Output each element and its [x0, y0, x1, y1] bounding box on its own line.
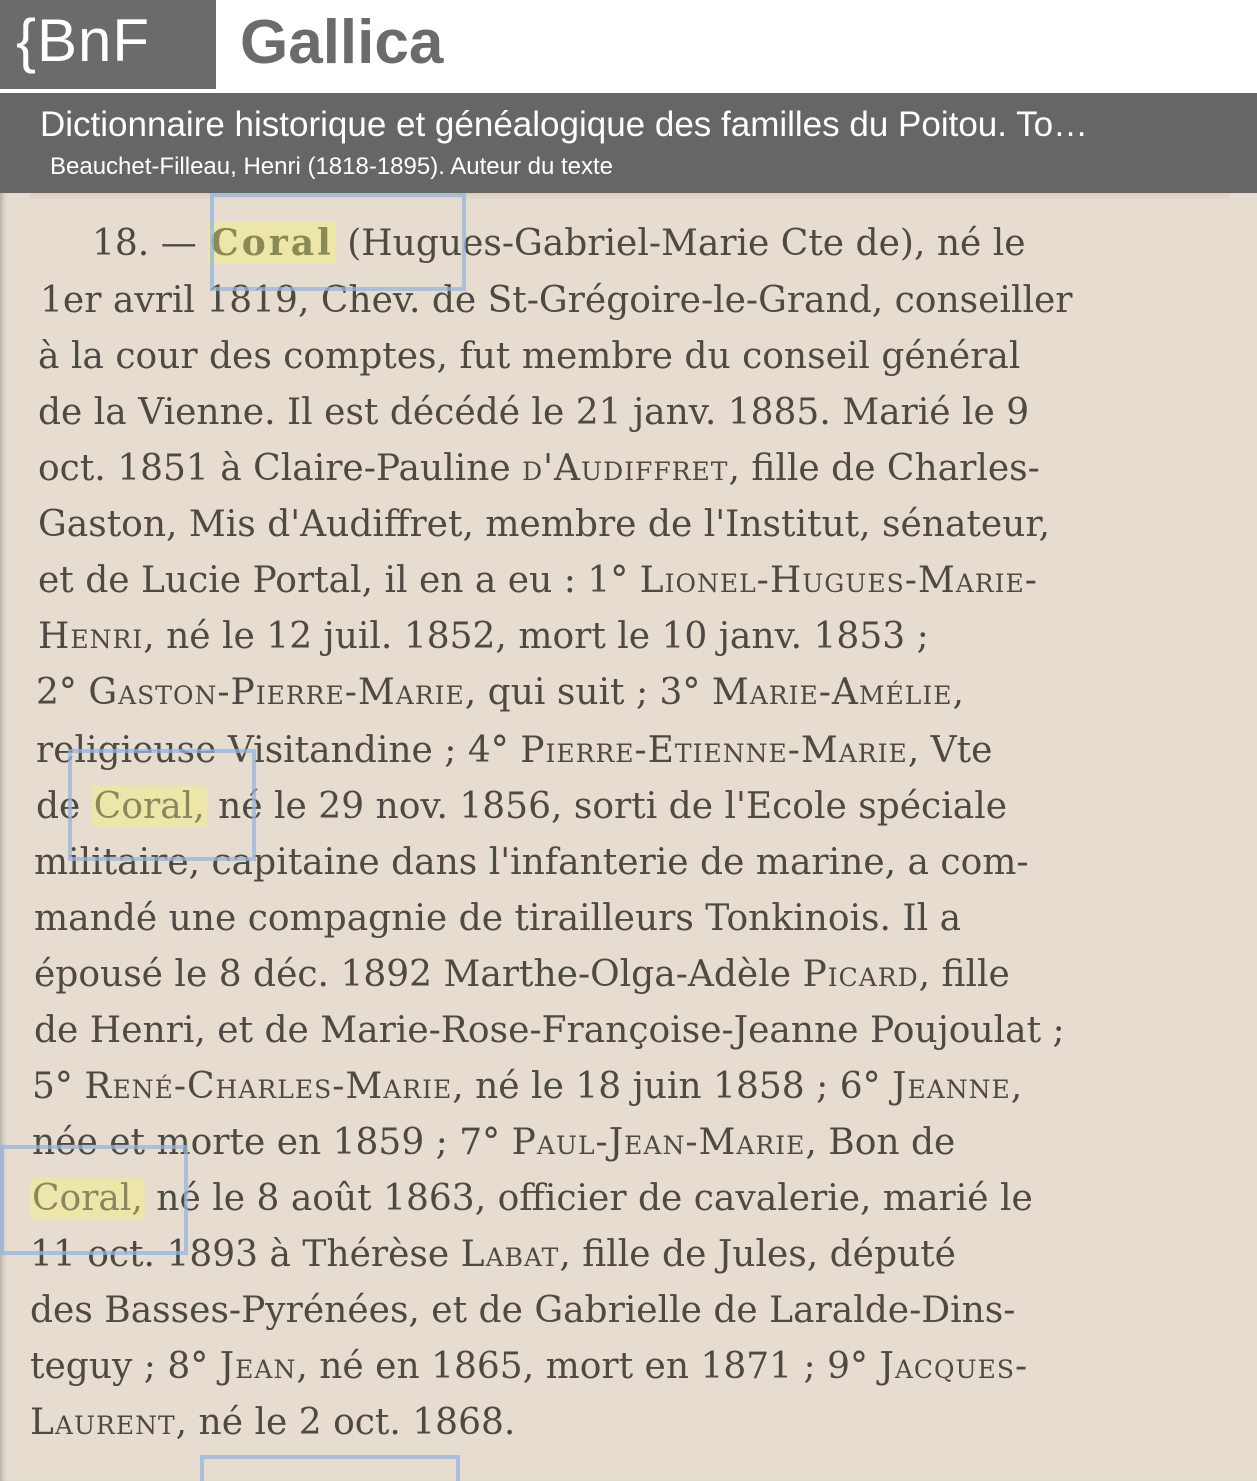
line-text: des Basses-Pyrénées, et de Gabrielle de Laralde-Dins-: [30, 1290, 1016, 1331]
line-text: mandé une compagnie de tirailleurs Tonkinois. Il a: [34, 898, 962, 939]
line-text: de la Vienne. Il est décédé le 21 janv. 1885. Marié le 9: [38, 392, 1030, 433]
text-line: [0, 329, 1257, 385]
line-text: (Hugues-Gabriel-Marie Cte de), né le: [335, 223, 1026, 264]
text-line: [0, 385, 1257, 441]
search-hit[interactable]: Coral: [210, 222, 334, 264]
line-text: , Bon de: [805, 1122, 956, 1163]
line-text: et de Lucie Portal, il en a eu : 1°: [38, 560, 640, 601]
document-title: Dictionnaire historique et généalogique des familles du Poitou. To…: [40, 105, 1089, 144]
line-text: , né le 12 juil. 1852, mort le 10 janv. 1853 ;: [143, 616, 929, 657]
text-line: [0, 609, 1257, 665]
line-text: ,: [1010, 1066, 1023, 1107]
text-line: [0, 273, 1257, 329]
name-text: Laurent: [30, 1402, 176, 1443]
top-bar: [0, 0, 1257, 93]
text-line: [0, 553, 1257, 609]
name-text: d'Audiffret: [522, 448, 729, 489]
line-text: 1er avril 1819, Chev. de St-Grégoire-le-Grand, conseiller: [40, 280, 1073, 321]
search-hit[interactable]: Coral,: [93, 786, 205, 827]
line-text: , né en 1865, mort en 1871 ; 9°: [296, 1346, 880, 1387]
line-text: , Vte: [907, 730, 993, 771]
line-text: de Henri, et de Marie-Rose-Françoise-Jeanne Poujoulat ;: [34, 1010, 1065, 1051]
line-text: oct. 1851 à Claire-Pauline: [38, 448, 523, 489]
line-text: né le 8 août 1863, officier de cavalerie, marié le: [144, 1178, 1033, 1219]
line-text: de: [36, 786, 92, 827]
line-text: , fille de Charles-: [728, 448, 1040, 489]
document-author: Beauchet-Filleau, Henri (1818-1895). Auteur du texte: [50, 153, 614, 180]
name-text: Henri: [38, 616, 144, 657]
document-header: [0, 93, 1257, 193]
name-text: Jean: [219, 1346, 297, 1387]
gallica-logo[interactable]: Gallica: [240, 8, 444, 77]
line-text: , fille de Jules, député: [559, 1234, 956, 1275]
name-text: Gaston-Pierre-Marie: [88, 672, 465, 713]
text-line: [0, 1003, 1257, 1059]
line-text: épousé le 8 déc. 1892 Marthe-Olga-Adèle: [34, 954, 803, 995]
name-text: Lionel-Hugues-Marie-: [639, 560, 1038, 601]
line-text: , qui suit ; 3°: [464, 672, 712, 713]
text-line: [0, 1395, 1257, 1451]
text-line: [0, 1283, 1257, 1339]
text-line: [0, 665, 1257, 721]
search-hit-box[interactable]: [68, 749, 256, 861]
line-text: ,: [952, 672, 964, 713]
line-text: Gaston, Mis d'Audiffret, membre de l'Institut, sénateur,: [38, 504, 1051, 545]
name-text: Picard: [802, 954, 919, 995]
search-hit-box[interactable]: [200, 1455, 460, 1481]
line-text: , né le 2 oct. 1868.: [175, 1402, 516, 1443]
text-line: [0, 497, 1257, 553]
text-line: [0, 1227, 1257, 1283]
bnf-logo[interactable]: {BnF: [0, 0, 216, 89]
line-text: né le 29 nov. 1856, sorti de l'Ecole spéciale: [206, 786, 1008, 827]
text-line: [0, 1059, 1257, 1115]
search-hit[interactable]: Coral,: [32, 1178, 143, 1219]
text-line: [0, 441, 1257, 497]
line-text: 5°: [32, 1066, 85, 1107]
name-text: Jeanne: [892, 1066, 1011, 1107]
line-text: 2°: [36, 672, 89, 713]
text-line: [0, 1115, 1257, 1171]
line-text: , né le 18 juin 1858 ; 6°: [452, 1066, 893, 1107]
text-line: [0, 947, 1257, 1003]
search-hit-box[interactable]: [0, 1145, 188, 1255]
name-text: Marie-Amélie: [711, 672, 953, 713]
line-text: teguy ; 8°: [30, 1346, 220, 1387]
line-text: née et morte en 1859 ; 7°: [32, 1122, 512, 1163]
name-text: Paul-Jean-Marie: [511, 1122, 806, 1163]
text-line: [0, 891, 1257, 947]
line-text: militaire, capitaine dans l'infanterie de marine, a com-: [34, 842, 1029, 883]
name-text: René-Charles-Marie: [84, 1066, 453, 1107]
text-line: [0, 215, 1257, 271]
page-scan[interactable]: [0, 193, 1257, 1481]
entry-number: 18. —: [92, 223, 209, 264]
line-text: 11 oct. 1893 à Thérèse: [30, 1234, 461, 1275]
line-text: religieuse Visitandine ; 4°: [36, 730, 521, 771]
name-text: Pierre-Etienne-Marie: [520, 730, 908, 771]
text-line: [0, 1339, 1257, 1395]
search-hit-box[interactable]: [210, 193, 466, 291]
name-text: Jacques-: [879, 1346, 1029, 1387]
text-line: [0, 1171, 1257, 1227]
line-text: à la cour des comptes, fut membre du conseil général: [38, 336, 1021, 377]
name-text: Labat: [460, 1234, 560, 1275]
line-text: , fille: [918, 954, 1010, 995]
